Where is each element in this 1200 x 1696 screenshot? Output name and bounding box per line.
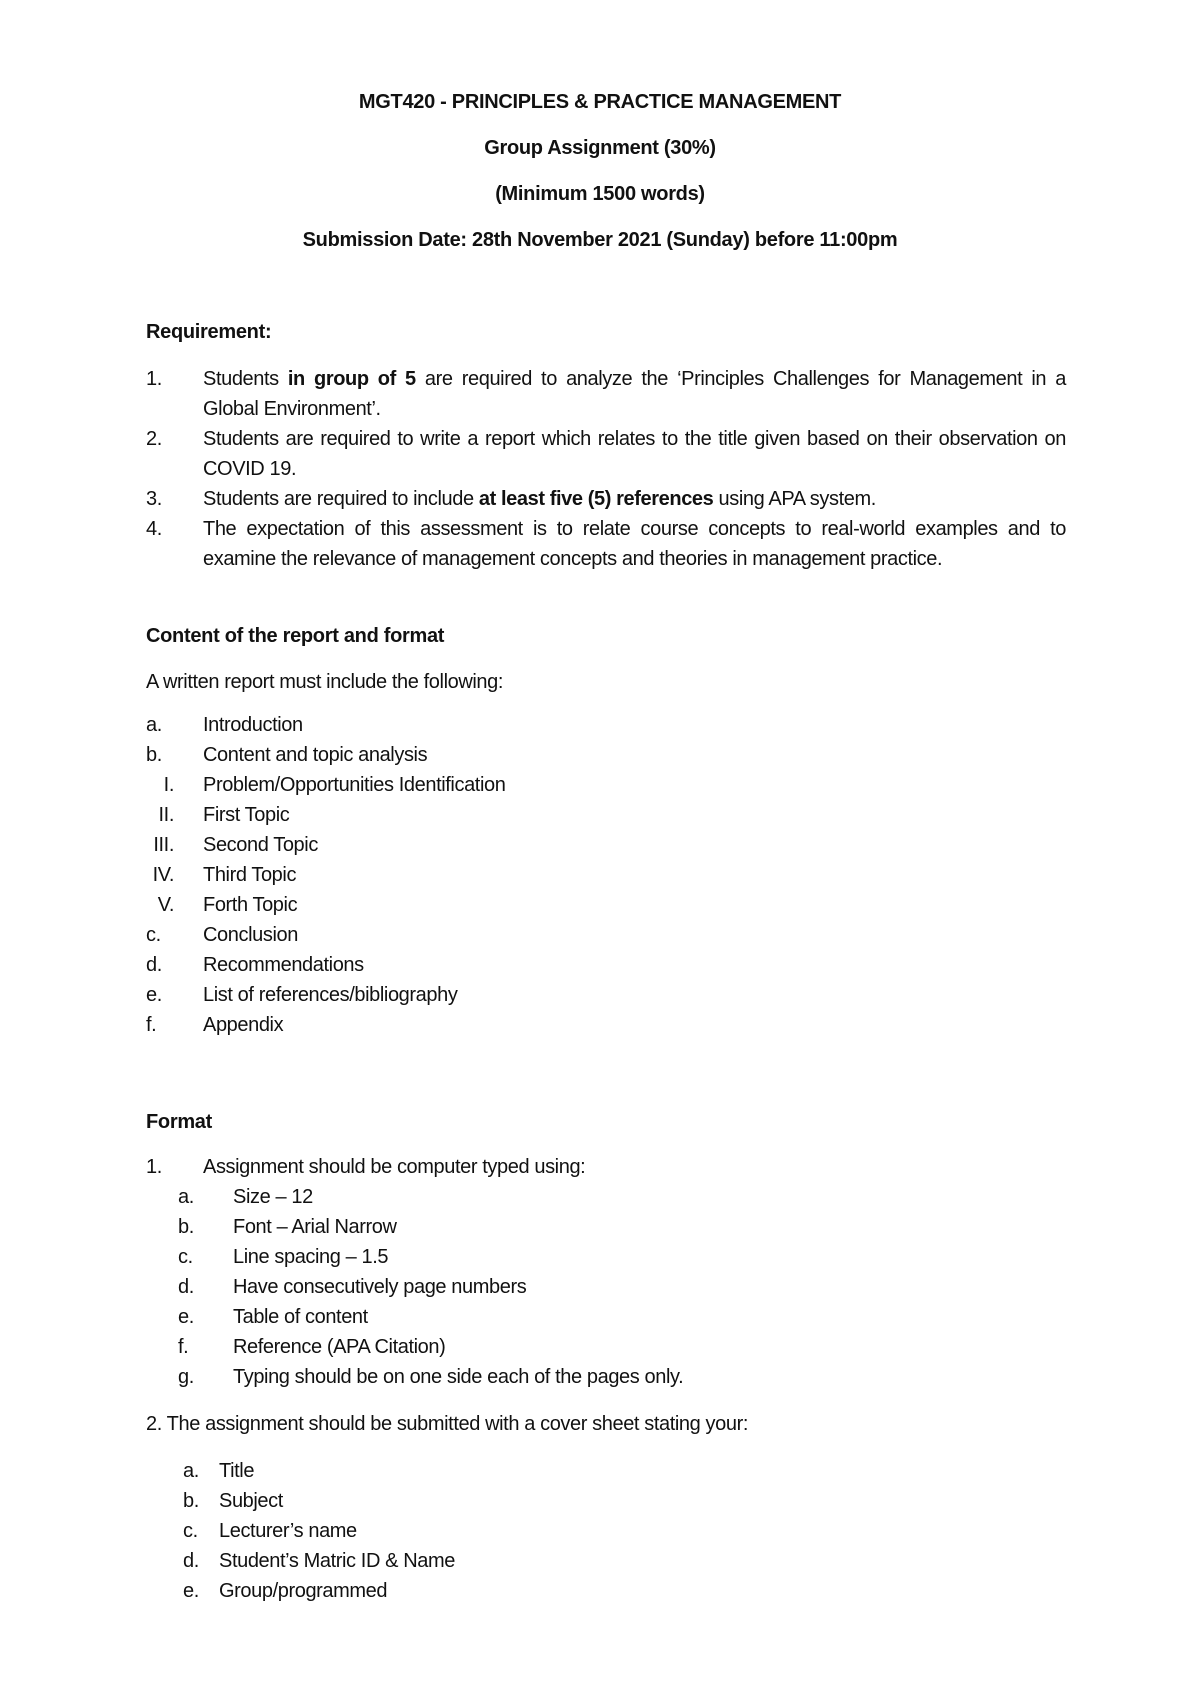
content-item-text: List of references/bibliography [203, 984, 458, 1006]
list-marker: b. [178, 1216, 194, 1238]
list-marker: e. [146, 984, 162, 1006]
cover-item-text: Subject [219, 1490, 283, 1512]
course-title: MGT420 - PRINCIPLES & PRACTICE MANAGEMENT [358, 91, 842, 113]
list-marker: 3. [146, 488, 162, 510]
format-subitem-text: Typing should be on one side each of the pages only. [233, 1366, 684, 1388]
content-item-text: Third Topic [203, 864, 297, 886]
content-item-text: Appendix [203, 1014, 284, 1036]
list-marker: IV. [152, 864, 174, 886]
content-item-text: Second Topic [203, 834, 318, 856]
content-item-text: Content and topic analysis [203, 744, 428, 766]
list-marker: d. [178, 1276, 194, 1298]
cover-item-text: Title [219, 1460, 255, 1482]
list-marker: e. [178, 1306, 194, 1328]
list-marker: I. [163, 774, 174, 796]
format-heading: Format [146, 1111, 212, 1133]
format-subitem-text: Font – Arial Narrow [233, 1216, 397, 1238]
format-subitem-text: Reference (APA Citation) [233, 1336, 446, 1358]
list-marker: V. [157, 894, 174, 916]
list-marker: a. [183, 1460, 199, 1482]
content-item-text: Introduction [203, 714, 303, 736]
content-item-text: First Topic [203, 804, 290, 826]
list-marker: 4. [146, 518, 162, 540]
content-heading: Content of the report and format [146, 625, 445, 647]
content-item-text: Problem/Opportunities Identification [203, 774, 506, 796]
submission-date: Submission Date: 28th November 2021 (Sunday) before 11:00pm [302, 229, 898, 251]
requirement-text: The expectation of this assessment is to relate course concepts to real-world examples and to examine the relevance of management concepts and theories in management practice. [203, 518, 1066, 570]
requirement-text: Students in group of 5 are required to analyze the ‘Principles Challenges for Management in a Global Environment’. [203, 368, 1066, 420]
list-marker: c. [146, 924, 161, 946]
list-marker: g. [178, 1366, 194, 1388]
list-marker: a. [146, 714, 162, 736]
list-marker: c. [183, 1520, 198, 1542]
list-marker: f. [178, 1336, 189, 1358]
list-marker: b. [146, 744, 162, 766]
requirement-text: Students are required to write a report which relates to the title given based on their observation on COVID 19. [203, 428, 1066, 480]
list-marker: II. [158, 804, 174, 826]
requirement-heading: Requirement: [146, 321, 272, 343]
requirement-text: Students are required to include at least five (5) references using APA system. [203, 488, 876, 510]
list-marker: 1. [146, 368, 162, 390]
list-marker: 1. [146, 1156, 162, 1178]
list-marker: 2. [146, 428, 162, 450]
content-intro: A written report must include the following: [146, 671, 504, 693]
format-subitem-text: Line spacing – 1.5 [233, 1246, 389, 1268]
content-item-text: Recommendations [203, 954, 364, 976]
content-item-text: Forth Topic [203, 894, 298, 916]
list-marker: c. [178, 1246, 193, 1268]
cover-sheet-instruction: 2. The assignment should be submitted with a cover sheet stating your: [146, 1413, 748, 1435]
list-marker: f. [146, 1014, 157, 1036]
list-marker: d. [146, 954, 162, 976]
list-marker: e. [183, 1580, 199, 1602]
content-item-text: Conclusion [203, 924, 298, 946]
list-marker: d. [183, 1550, 199, 1572]
format-subitem-text: Table of content [233, 1306, 368, 1328]
format-subitem-text: Size – 12 [233, 1186, 313, 1208]
cover-item-text: Group/programmed [219, 1580, 388, 1602]
format-subitem-text: Have consecutively page numbers [233, 1276, 527, 1298]
list-marker: b. [183, 1490, 199, 1512]
list-marker: a. [178, 1186, 194, 1208]
cover-item-text: Student’s Matric ID & Name [219, 1550, 455, 1572]
minimum-words: (Minimum 1500 words) [495, 183, 705, 205]
cover-item-text: Lecturer’s name [219, 1520, 357, 1542]
format-item-text: Assignment should be computer typed using: [203, 1156, 586, 1178]
assignment-title: Group Assignment (30%) [484, 137, 716, 159]
list-marker: III. [153, 834, 174, 856]
